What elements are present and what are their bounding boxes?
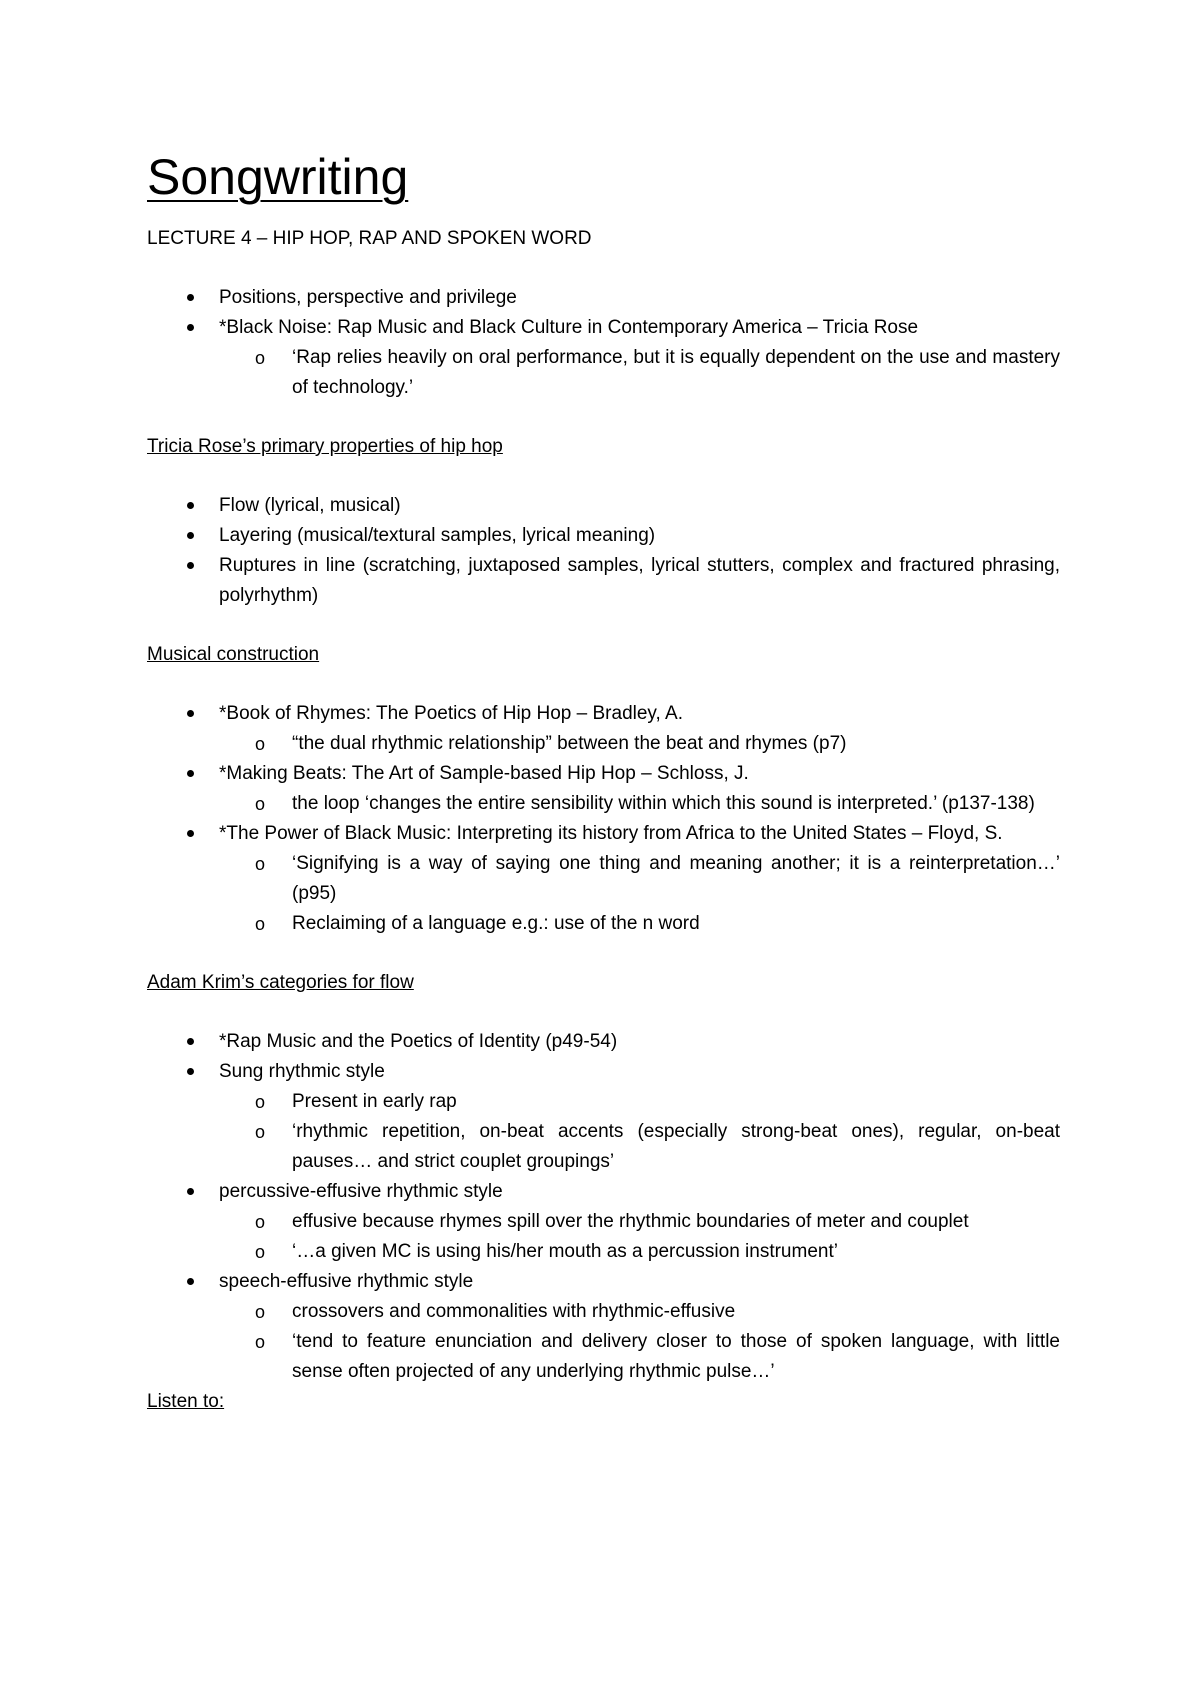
sub-list-item bbox=[219, 909, 1060, 939]
sub-list bbox=[219, 1087, 1060, 1177]
krim-list bbox=[147, 1027, 1060, 1387]
section-heading-adam-krim: Adam Krim’s categories for flow bbox=[147, 972, 414, 993]
list-item bbox=[147, 1057, 1060, 1177]
sub-list-item-text: ‘…a given MC is using his/her mouth as a percussion instrument’ bbox=[292, 1241, 838, 1262]
list-item bbox=[147, 491, 1060, 521]
sub-list-item-text: Reclaiming of a language e.g.: use of the n word bbox=[292, 913, 700, 934]
sub-list-item bbox=[219, 849, 1060, 909]
sub-bullet-icon: o bbox=[255, 1242, 266, 1262]
list-item bbox=[147, 313, 1060, 403]
musical-list bbox=[147, 699, 1060, 939]
sub-list bbox=[219, 789, 1060, 819]
bullet-icon bbox=[187, 562, 194, 569]
bullet-icon bbox=[187, 770, 194, 777]
sub-list-item-text: Present in early rap bbox=[292, 1091, 457, 1112]
sub-list-item-text: “the dual rhythmic relationship” between the beat and rhymes (p7) bbox=[292, 733, 847, 754]
list-item bbox=[147, 551, 1060, 611]
sub-bullet-icon: o bbox=[255, 1092, 266, 1112]
sub-list bbox=[219, 849, 1060, 939]
sub-list-item-text: ‘tend to feature enunciation and delivery closer to those of spoken language, with little sense often projected of any underlying rhythmic pulse…’ bbox=[292, 1331, 1060, 1382]
bullet-icon bbox=[187, 502, 194, 509]
list-item-text: Sung rhythmic style bbox=[219, 1061, 385, 1082]
sub-list bbox=[219, 343, 1060, 403]
sub-bullet-icon: o bbox=[255, 1212, 266, 1232]
list-item bbox=[147, 1177, 1060, 1267]
list-item-text: speech-effusive rhythmic style bbox=[219, 1271, 474, 1292]
list-item-text: *Making Beats: The Art of Sample-based Hip Hop – Schloss, J. bbox=[219, 763, 749, 784]
list-item bbox=[147, 759, 1060, 819]
list-item-text: *Rap Music and the Poetics of Identity (p49-54) bbox=[219, 1031, 618, 1052]
sub-list-item-text: effusive because rhymes spill over the rhythmic boundaries of meter and couplet bbox=[292, 1211, 969, 1232]
sub-bullet-icon: o bbox=[255, 734, 266, 754]
bullet-icon bbox=[187, 324, 194, 331]
list-item-text: percussive-effusive rhythmic style bbox=[219, 1181, 503, 1202]
sub-list bbox=[219, 729, 1060, 759]
sub-list-item-text: ‘rhythmic repetition, on-beat accents (especially strong-beat ones), regular, on-beat pauses… and strict couplet groupings’ bbox=[292, 1121, 1060, 1172]
sub-bullet-icon: o bbox=[255, 794, 266, 814]
sub-list-item bbox=[219, 729, 1060, 759]
bullet-icon bbox=[187, 830, 194, 837]
bullet-icon bbox=[187, 1038, 194, 1045]
list-item-text: *The Power of Black Music: Interpreting its history from Africa to the United States – Floyd, S. bbox=[219, 823, 1003, 844]
sub-list-item bbox=[219, 1237, 1060, 1267]
intro-list bbox=[147, 283, 1060, 403]
sub-bullet-icon: o bbox=[255, 1302, 266, 1322]
page-title: Songwriting bbox=[147, 149, 409, 205]
list-item bbox=[147, 521, 1060, 551]
list-item-text: Positions, perspective and privilege bbox=[219, 287, 517, 308]
sub-bullet-icon: o bbox=[255, 854, 266, 874]
sub-bullet-icon: o bbox=[255, 1332, 266, 1352]
list-item-text: *Book of Rhymes: The Poetics of Hip Hop – Bradley, A. bbox=[219, 703, 683, 724]
list-item bbox=[147, 1267, 1060, 1387]
sub-list-item-text: the loop ‘changes the entire sensibility within which this sound is interpreted.’ (p137-138) bbox=[292, 793, 1035, 814]
list-item-text: *Black Noise: Rap Music and Black Culture in Contemporary America – Tricia Rose bbox=[219, 317, 919, 338]
bullet-icon bbox=[187, 1278, 194, 1285]
sub-list bbox=[219, 1297, 1060, 1387]
sub-list-item bbox=[219, 1087, 1060, 1117]
bullet-icon bbox=[187, 1188, 194, 1195]
sub-list bbox=[219, 1207, 1060, 1267]
sub-list-item-text: ‘Signifying is a way of saying one thing and meaning another; it is a reinterpretation…’ (p95) bbox=[292, 853, 1060, 904]
bullet-icon bbox=[187, 710, 194, 717]
bullet-icon bbox=[187, 294, 194, 301]
sub-bullet-icon: o bbox=[255, 348, 266, 368]
sub-list-item bbox=[219, 1297, 1060, 1327]
list-item-text: Flow (lyrical, musical) bbox=[219, 495, 401, 516]
sub-list-item bbox=[219, 1207, 1060, 1237]
sub-list-item-text: crossovers and commonalities with rhythmic-effusive bbox=[292, 1301, 736, 1322]
list-item bbox=[147, 283, 1060, 313]
section-heading-musical-construction: Musical construction bbox=[147, 644, 320, 665]
bullet-icon bbox=[187, 532, 194, 539]
tricia-list bbox=[147, 491, 1060, 611]
sub-list-item bbox=[219, 789, 1060, 819]
sub-bullet-icon: o bbox=[255, 1122, 266, 1142]
list-item-text: Ruptures in line (scratching, juxtaposed samples, lyrical stutters, complex and fractured phrasing, polyrhythm) bbox=[219, 555, 1060, 606]
bullet-icon bbox=[187, 1068, 194, 1075]
sub-list-item bbox=[219, 1117, 1060, 1177]
section-heading-tricia-rose: Tricia Rose’s primary properties of hip hop bbox=[147, 436, 503, 457]
list-item bbox=[147, 819, 1060, 939]
list-item bbox=[147, 1027, 1060, 1057]
sub-list-item-text: ‘Rap relies heavily on oral performance, but it is equally dependent on the use and mastery of technology.’ bbox=[292, 347, 1060, 398]
list-item-text: Layering (musical/textural samples, lyrical meaning) bbox=[219, 525, 656, 546]
list-item bbox=[147, 699, 1060, 759]
lecture-heading: LECTURE 4 – HIP HOP, RAP AND SPOKEN WORD bbox=[147, 228, 592, 249]
sub-list-item bbox=[219, 343, 1060, 403]
section-heading-listen-to: Listen to: bbox=[147, 1391, 225, 1412]
sub-list-item bbox=[219, 1327, 1060, 1387]
sub-bullet-icon: o bbox=[255, 914, 266, 934]
